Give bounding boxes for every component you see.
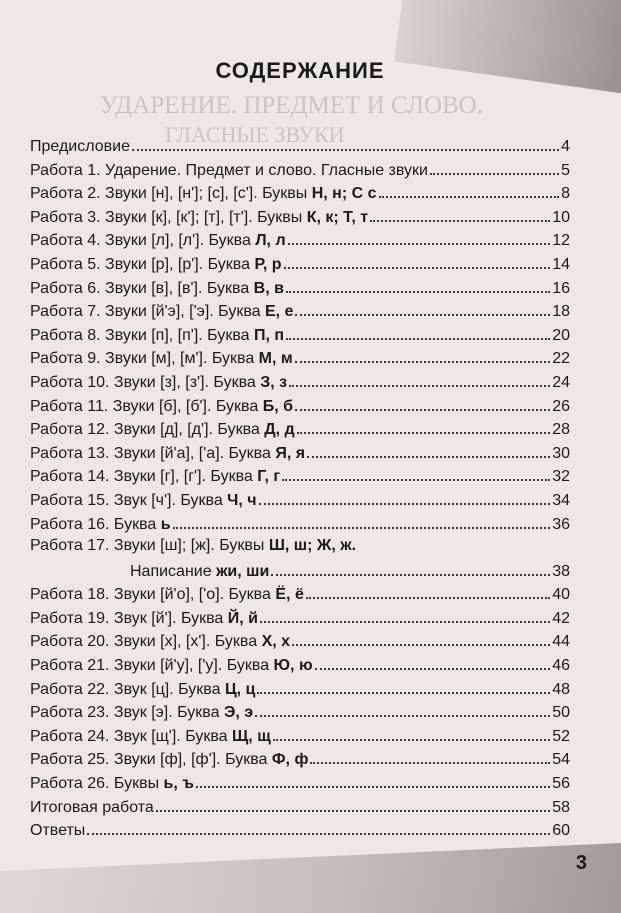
dot-leader (430, 157, 559, 175)
toc-entry-letters: Г, г (257, 468, 281, 486)
toc-entry-letters: Х, х (261, 633, 291, 651)
toc-entry (30, 605, 570, 629)
bleed-heading-2: ГЛАСНЫЕ ЗВУКИ (165, 122, 345, 147)
toc-entry-page: 44 (552, 633, 570, 651)
toc-entry-text: Работа 23. Звук [э]. Буква (30, 704, 224, 722)
dot-leader (257, 676, 550, 694)
toc-entry-page: 16 (552, 279, 570, 297)
toc-entry-letters: Д, д (264, 421, 295, 439)
toc-entry (30, 487, 570, 511)
toc-entry-page: 40 (552, 586, 570, 604)
table-of-contents (30, 133, 570, 841)
toc-entry-label (30, 442, 305, 466)
toc-entry-page: 20 (552, 326, 570, 344)
toc-entry (30, 558, 570, 582)
toc-entry-page: 14 (552, 255, 570, 273)
dot-leader (292, 628, 550, 646)
toc-entry (30, 794, 570, 818)
toc-entry-text: Работа 12. Звуки [д], [д']. Буква (30, 421, 265, 439)
dot-leader (260, 605, 550, 623)
toc-entry-page: 58 (552, 798, 570, 816)
toc-entry-letters: Р, р (254, 255, 282, 273)
toc-entry-label (30, 819, 85, 843)
dot-leader (282, 463, 550, 481)
toc-entry-letters: ь (160, 515, 171, 533)
toc-entry-page: 10 (552, 208, 570, 226)
toc-entry (30, 298, 570, 322)
toc-entry-text: Работа 24. Звук [щ']. Буква (30, 727, 232, 745)
dot-leader (289, 369, 550, 387)
dot-leader (295, 345, 550, 363)
toc-entry-label (30, 324, 284, 348)
toc-entry-text: Работа 9. Звуки [м], [м']. Буква (30, 350, 259, 368)
toc-entry-page: 38 (552, 562, 570, 580)
toc-entry-text: Работа 11. Звуки [б], [б']. Буква (30, 397, 263, 415)
toc-entry-label (30, 607, 258, 631)
toc-entry-letters: Ю, ю (273, 657, 313, 675)
toc-entry-text: Работа 10. Звуки [з], [з']. Буква (30, 373, 261, 391)
dot-leader (315, 652, 551, 670)
toc-entry (30, 204, 570, 228)
toc-entry-letters: Э, э (223, 704, 254, 722)
toc-entry-letters: Я, я (275, 444, 306, 462)
toc-entry-text: Работа 2. Звуки [н], [н']; [с], [с']. Буквы (30, 185, 312, 203)
toc-entry-label (30, 206, 368, 230)
dot-leader (173, 511, 551, 529)
dot-leader (273, 723, 551, 741)
toc-entry-page: 50 (552, 704, 570, 722)
toc-entry-page: 4 (561, 138, 570, 155)
toc-entry-label (30, 371, 287, 395)
dot-leader (132, 133, 559, 151)
toc-entry-label (30, 678, 255, 702)
toc-entry-page: 8 (561, 185, 570, 203)
toc-entry-page: 5 (561, 161, 570, 179)
toc-entry-label (30, 630, 290, 654)
toc-entry (30, 345, 570, 369)
dot-leader (306, 581, 550, 599)
toc-entry-page: 42 (552, 609, 570, 627)
toc-entry-label (30, 796, 154, 820)
toc-entry-label (30, 277, 284, 301)
toc-entry (30, 133, 570, 157)
toc-entry-text: Работа 5. Звуки [р], [р']. Буква (30, 255, 255, 273)
toc-entry-label (30, 159, 428, 183)
toc-entry-label (30, 534, 356, 558)
toc-entry-label (30, 772, 194, 796)
toc-entry-text: Работа 13. Звуки [й'а], ['а]. Буква (30, 444, 276, 462)
toc-entry-label (30, 418, 295, 442)
toc-entry-label (30, 395, 293, 419)
dot-leader (297, 416, 551, 434)
toc-entry-text: Работа 6. Звуки [в], [в']. Буква (30, 279, 254, 297)
toc-entry-label (30, 253, 282, 277)
toc-entry-page: 22 (552, 350, 570, 368)
toc-entry-page: 54 (552, 751, 570, 769)
toc-entry-text: Работа 20. Звуки [х], [х']. Буква (30, 633, 262, 651)
dot-leader (307, 440, 550, 458)
toc-entry-letters: К, к; Т, т (306, 208, 369, 226)
toc-entry-text: Работа 4. Звуки [л], [л']. Буква (30, 232, 256, 250)
toc-entry (30, 180, 570, 204)
toc-entry-text: Работа 22. Звук [ц]. Буква (30, 680, 225, 698)
toc-entry (30, 275, 570, 299)
toc-entry-text: Итоговая работа (30, 798, 154, 816)
toc-entry-page: 28 (552, 421, 570, 439)
toc-entry-page: 30 (552, 444, 570, 462)
toc-entry-label (30, 513, 171, 537)
toc-entry-label (30, 347, 293, 371)
toc-entry-letters: М, м (258, 350, 293, 368)
toc-entry-page: 52 (552, 727, 570, 745)
toc-entry-letters: Л, л (255, 232, 286, 250)
toc-entry-text: Работа 16. Буква (30, 515, 161, 533)
toc-entry-page: 18 (552, 303, 570, 321)
dot-leader (259, 487, 551, 505)
toc-entry (30, 251, 570, 275)
toc-entry-letters: жи, ши (216, 562, 270, 580)
toc-entry-page: 60 (552, 822, 570, 840)
toc-entry-letters: Е, е (264, 303, 294, 321)
toc-entry-letters: Н, н; С с (311, 185, 377, 203)
dot-leader (156, 794, 550, 812)
toc-entry-letters: Ц, ц (224, 680, 256, 698)
toc-entry-label (30, 465, 280, 489)
toc-entry-label (30, 583, 304, 607)
toc-entry-label (30, 182, 377, 206)
toc-entry (30, 581, 570, 605)
toc-entry (30, 676, 570, 700)
toc-entry-page: 36 (552, 515, 570, 533)
dot-leader (288, 227, 551, 245)
toc-entry-text: Работа 8. Звуки [п], [п']. Буква (30, 326, 254, 344)
toc-entry (30, 440, 570, 464)
toc-entry (30, 699, 570, 723)
toc-entry-label (30, 300, 293, 324)
toc-entry-text: Работа 14. Звуки [г], [г']. Буква (30, 468, 258, 486)
toc-entry (30, 770, 570, 794)
toc-entry (30, 628, 570, 652)
bottom-decoration-band (0, 843, 621, 913)
toc-entry (30, 416, 570, 440)
toc-entry-text: Работа 18. Звуки [й'о], ['о]. Буква (30, 586, 276, 604)
dot-leader (87, 817, 550, 835)
toc-entry-label (30, 560, 269, 584)
toc-entry-letters: Щ, щ (232, 727, 271, 745)
toc-entry-label (30, 135, 130, 159)
toc-entry-text: Работа 17. Звуки [ш]; [ж]. Буквы (30, 537, 269, 555)
toc-entry-text: Работа 21. Звуки [й'у], ['у]. Буква (30, 657, 274, 675)
toc-entry-letters: П, п (253, 326, 285, 344)
toc-entry-label (30, 725, 271, 749)
toc-entry (30, 369, 570, 393)
toc-entry-page: 26 (552, 397, 570, 415)
toc-entry (30, 723, 570, 747)
toc-entry (30, 534, 570, 558)
toc-entry-letters: Ф, ф (271, 751, 309, 769)
toc-entry-label (30, 701, 253, 725)
toc-entry-letters: Й, й (227, 609, 259, 627)
toc-entry-text: Работа 26. Буквы (30, 775, 164, 793)
toc-entry (30, 227, 570, 251)
toc-entry-text: Работа 19. Звук [й']. Буква (30, 609, 228, 627)
toc-entry-text: Ответы (30, 822, 86, 840)
dot-leader (310, 746, 550, 764)
toc-entry-page: 46 (552, 657, 570, 675)
toc-entry-letters: Ч, ч (227, 491, 257, 509)
toc-entry-text: Работа 7. Звуки [й'э], ['э]. Буква (30, 303, 265, 321)
dot-leader (379, 180, 560, 198)
toc-entry-letters: Ё, ё (275, 586, 304, 604)
dot-leader (286, 322, 550, 340)
toc-entry-letters: Б, б (262, 397, 293, 415)
page-title: СОДЕРЖАНИЕ (215, 58, 385, 83)
toc-entry-letters: ь, ъ (163, 775, 194, 793)
toc-entry-letters: В, в (253, 279, 284, 297)
toc-entry-label (30, 229, 286, 253)
toc-entry-text: Работа 15. Звук [ч']. Буква (30, 491, 228, 509)
toc-entry-label (30, 748, 308, 772)
toc-entry-text: Работа 25. Звуки [ф], [ф']. Буква (30, 751, 272, 769)
dot-leader (286, 275, 550, 293)
dot-leader (255, 699, 550, 717)
toc-entry (30, 393, 570, 417)
dot-leader (284, 251, 551, 269)
toc-entry (30, 652, 570, 676)
toc-entry-page: 56 (552, 775, 570, 793)
toc-entry-page: 34 (552, 491, 570, 509)
toc-entry-letters: Ш, ш; Ж, ж. (268, 537, 357, 555)
bleed-heading-1: УДАРЕНИЕ. ПРЕДМЕТ И СЛОВО. (100, 92, 483, 119)
toc-entry-page: 48 (552, 680, 570, 698)
dot-leader (196, 770, 550, 788)
toc-entry (30, 322, 570, 346)
toc-entry-text: Предисловие (30, 138, 130, 155)
toc-entry-text: Написание (130, 562, 217, 580)
toc-entry-text: Работа 3. Звуки [к], [к']; [т], [т']. Буквы (30, 208, 307, 226)
dot-leader (295, 393, 550, 411)
toc-entry (30, 157, 570, 181)
toc-entry (30, 463, 570, 487)
toc-entry-page: 24 (552, 373, 570, 391)
toc-entry-page: 12 (552, 232, 570, 250)
toc-entry (30, 817, 570, 841)
toc-entry-label (30, 654, 313, 678)
page-number: 3 (575, 852, 587, 874)
dot-leader (370, 204, 550, 222)
toc-entry-page: 32 (552, 468, 570, 486)
dot-leader (295, 298, 550, 316)
toc-entry-label (30, 489, 257, 513)
toc-entry-letters: З, з (260, 373, 288, 391)
toc-entry-text: Работа 1. Ударение. Предмет и слово. Гласные звуки (30, 161, 428, 179)
toc-entry (30, 746, 570, 770)
dot-leader (271, 558, 550, 576)
toc-entry (30, 511, 570, 535)
